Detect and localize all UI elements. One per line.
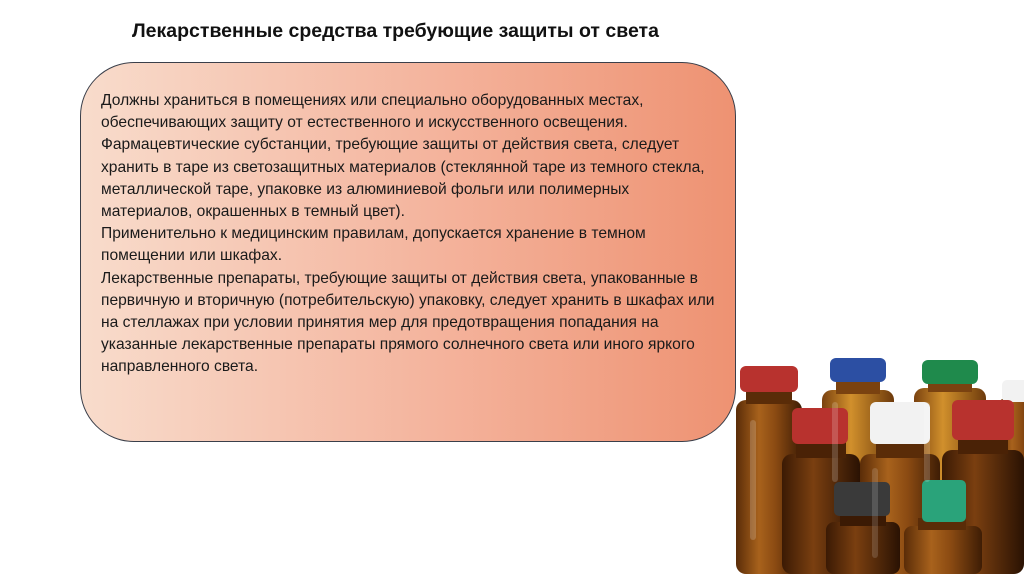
- body-text: [101, 90, 721, 379]
- paragraph-medical-rules: Применительно к медицинским правилам, допускается хранение в темном помещении или шкафах.: [101, 225, 646, 265]
- paragraph-packaged-drugs: Лекарственные препараты, требующие защиты от действия света, упакованные в первичную и вторичную (потребительскую) упаковку, следует хранить в шкафах или на стеллажах при условии принятия мер для предотвращения попадания на указанные лекарственные препараты прямого солнечного света или иного яркого направленного света.: [101, 269, 715, 376]
- paragraph-storage-requirements: Должны храниться в помещениях или специально оборудованных местах, обеспечивающих защиту от естественного и искусственного освещения. Фармацевтические субстанции, требующие защиты от действия света, следует хранить в таре из светозащитных материалов (стеклянной таре из темного стекла, металлической таре, упаковке из алюминиевой фольги или полимерных материалов, окрашенных в темный цвет).: [101, 92, 705, 221]
- slide-title: Лекарственные средства требующие защиты от света: [132, 20, 659, 42]
- bottles-illustration-icon: [736, 350, 1024, 574]
- bottle-front-gray-cap: [826, 482, 900, 574]
- medicine-bottles-image: [736, 350, 1024, 574]
